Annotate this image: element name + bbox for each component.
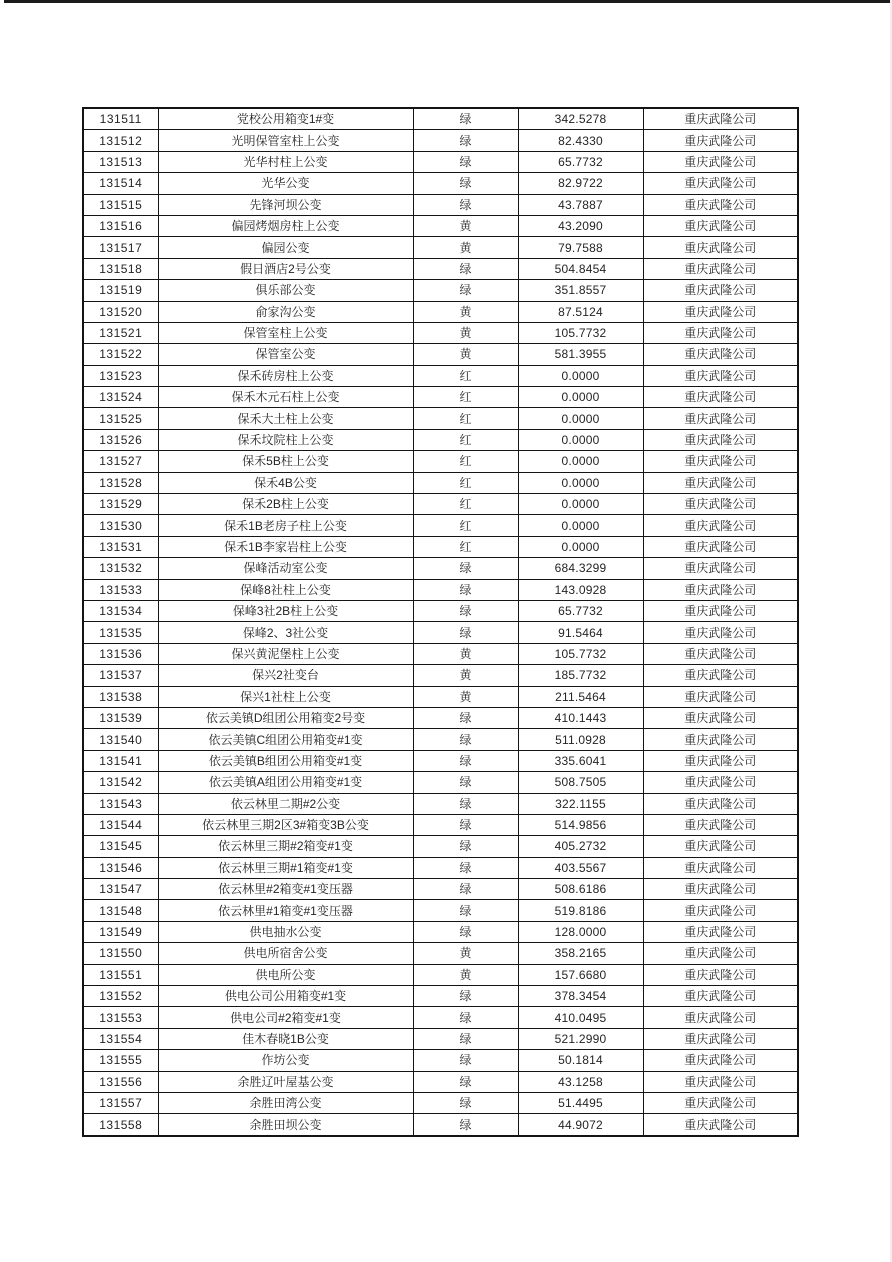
cell-company-name: 重庆武隆公司: [643, 857, 798, 878]
cell-status-flag: 绿: [413, 772, 518, 793]
cell-status-flag: 红: [413, 536, 518, 557]
table-row: [83, 322, 798, 343]
cell-transformer-id: 131527: [83, 451, 158, 472]
cell-status-flag: 黄: [413, 643, 518, 664]
cell-transformer-name: 先锋河坝公变: [158, 194, 413, 215]
cell-transformer-id: 131521: [83, 322, 158, 343]
table-row: [83, 108, 798, 130]
cell-capacity-value: 0.0000: [518, 365, 643, 386]
cell-capacity-value: 0.0000: [518, 472, 643, 493]
cell-status-flag: 黄: [413, 943, 518, 964]
cell-transformer-id: 131522: [83, 344, 158, 365]
table-row: [83, 536, 798, 557]
cell-company-name: 重庆武隆公司: [643, 814, 798, 835]
cell-transformer-id: 131556: [83, 1071, 158, 1092]
cell-status-flag: 黄: [413, 301, 518, 322]
cell-transformer-name: 俞家沟公变: [158, 301, 413, 322]
cell-transformer-id: 131548: [83, 900, 158, 921]
cell-status-flag: 绿: [413, 729, 518, 750]
cell-company-name: 重庆武隆公司: [643, 1007, 798, 1028]
cell-status-flag: 绿: [413, 857, 518, 878]
cell-capacity-value: 405.2732: [518, 836, 643, 857]
cell-company-name: 重庆武隆公司: [643, 429, 798, 450]
cell-transformer-name: 保兴2社变台: [158, 665, 413, 686]
cell-transformer-name: 作坊公变: [158, 1050, 413, 1071]
cell-transformer-id: 131538: [83, 686, 158, 707]
cell-transformer-name: 保禾1B李家岩柱上公变: [158, 536, 413, 557]
cell-capacity-value: 358.2165: [518, 943, 643, 964]
cell-transformer-name: 保禾4B公变: [158, 472, 413, 493]
cell-company-name: 重庆武隆公司: [643, 879, 798, 900]
cell-transformer-id: 131517: [83, 237, 158, 258]
cell-transformer-id: 131528: [83, 472, 158, 493]
table-row: [83, 558, 798, 579]
cell-transformer-id: 131539: [83, 707, 158, 728]
cell-status-flag: 绿: [413, 151, 518, 172]
cell-transformer-name: 偏园烤烟房柱上公变: [158, 215, 413, 236]
cell-transformer-name: 供电公司公用箱变#1变: [158, 986, 413, 1007]
cell-status-flag: 红: [413, 451, 518, 472]
cell-company-name: 重庆武隆公司: [643, 729, 798, 750]
cell-capacity-value: 91.5464: [518, 622, 643, 643]
cell-status-flag: 绿: [413, 108, 518, 130]
cell-company-name: 重庆武隆公司: [643, 622, 798, 643]
cell-transformer-id: 131554: [83, 1028, 158, 1049]
table-row: [83, 515, 798, 536]
cell-company-name: 重庆武隆公司: [643, 964, 798, 985]
cell-status-flag: 黄: [413, 322, 518, 343]
table-row: [83, 280, 798, 301]
cell-capacity-value: 65.7732: [518, 151, 643, 172]
cell-status-flag: 红: [413, 365, 518, 386]
table-row: [83, 921, 798, 942]
cell-transformer-id: 131524: [83, 387, 158, 408]
cell-company-name: 重庆武隆公司: [643, 322, 798, 343]
cell-company-name: 重庆武隆公司: [643, 686, 798, 707]
cell-company-name: 重庆武隆公司: [643, 707, 798, 728]
cell-status-flag: 绿: [413, 558, 518, 579]
table-row: [83, 1092, 798, 1113]
cell-transformer-id: 131515: [83, 194, 158, 215]
cell-transformer-name: 供电公司#2箱变#1变: [158, 1007, 413, 1028]
cell-transformer-name: 余胜辽叶屋基公变: [158, 1071, 413, 1092]
table-row: [83, 750, 798, 771]
cell-transformer-id: 131549: [83, 921, 158, 942]
cell-transformer-name: 供电抽水公变: [158, 921, 413, 942]
table-row: [83, 387, 798, 408]
cell-transformer-name: 光明保管室柱上公变: [158, 130, 413, 151]
cell-status-flag: 绿: [413, 1050, 518, 1071]
cell-status-flag: 绿: [413, 986, 518, 1007]
cell-capacity-value: 581.3955: [518, 344, 643, 365]
table-row: [83, 408, 798, 429]
cell-status-flag: 绿: [413, 1114, 518, 1136]
cell-capacity-value: 0.0000: [518, 429, 643, 450]
cell-capacity-value: 351.8557: [518, 280, 643, 301]
cell-transformer-name: 俱乐部公变: [158, 280, 413, 301]
cell-transformer-name: 佳木春晓1B公变: [158, 1028, 413, 1049]
cell-company-name: 重庆武隆公司: [643, 494, 798, 515]
cell-status-flag: 绿: [413, 1092, 518, 1113]
table-row: [83, 301, 798, 322]
table-row: [83, 258, 798, 279]
cell-status-flag: 绿: [413, 579, 518, 600]
cell-transformer-id: 131547: [83, 879, 158, 900]
table-row: [83, 707, 798, 728]
cell-capacity-value: 0.0000: [518, 494, 643, 515]
cell-capacity-value: 335.6041: [518, 750, 643, 771]
cell-company-name: 重庆武隆公司: [643, 536, 798, 557]
transformer-status-table: [82, 107, 799, 1137]
cell-company-name: 重庆武隆公司: [643, 643, 798, 664]
table-row: [83, 429, 798, 450]
cell-company-name: 重庆武隆公司: [643, 1092, 798, 1113]
cell-company-name: 重庆武隆公司: [643, 921, 798, 942]
cell-company-name: 重庆武隆公司: [643, 215, 798, 236]
cell-status-flag: 黄: [413, 344, 518, 365]
cell-company-name: 重庆武隆公司: [643, 472, 798, 493]
table-row: [83, 472, 798, 493]
table-row: [83, 194, 798, 215]
table-row: [83, 665, 798, 686]
cell-transformer-id: 131558: [83, 1114, 158, 1136]
cell-status-flag: 绿: [413, 921, 518, 942]
cell-status-flag: 绿: [413, 707, 518, 728]
cell-transformer-id: 131523: [83, 365, 158, 386]
cell-status-flag: 红: [413, 494, 518, 515]
cell-transformer-name: 保禾木元石柱上公变: [158, 387, 413, 408]
cell-status-flag: 绿: [413, 280, 518, 301]
cell-status-flag: 绿: [413, 1007, 518, 1028]
cell-company-name: 重庆武隆公司: [643, 900, 798, 921]
table-row: [83, 451, 798, 472]
cell-transformer-name: 保禾1B老房子柱上公变: [158, 515, 413, 536]
cell-transformer-name: 依云美镇C组团公用箱变#1变: [158, 729, 413, 750]
cell-transformer-name: 保管室公变: [158, 344, 413, 365]
table-row: [83, 151, 798, 172]
cell-company-name: 重庆武隆公司: [643, 194, 798, 215]
table-row: [83, 900, 798, 921]
cell-transformer-id: 131525: [83, 408, 158, 429]
cell-transformer-name: 保禾砖房柱上公变: [158, 365, 413, 386]
cell-capacity-value: 87.5124: [518, 301, 643, 322]
cell-capacity-value: 157.6680: [518, 964, 643, 985]
table-row: [83, 793, 798, 814]
cell-transformer-name: 党校公用箱变1#变: [158, 108, 413, 130]
cell-capacity-value: 143.0928: [518, 579, 643, 600]
cell-transformer-name: 光华公变: [158, 173, 413, 194]
cell-company-name: 重庆武隆公司: [643, 451, 798, 472]
cell-company-name: 重庆武隆公司: [643, 793, 798, 814]
cell-transformer-id: 131520: [83, 301, 158, 322]
cell-capacity-value: 0.0000: [518, 408, 643, 429]
cell-transformer-name: 供电所宿舍公变: [158, 943, 413, 964]
cell-company-name: 重庆武隆公司: [643, 258, 798, 279]
cell-capacity-value: 684.3299: [518, 558, 643, 579]
cell-status-flag: 绿: [413, 622, 518, 643]
cell-transformer-id: 131546: [83, 857, 158, 878]
cell-transformer-name: 保禾2B柱上公变: [158, 494, 413, 515]
cell-transformer-id: 131530: [83, 515, 158, 536]
table-row: [83, 215, 798, 236]
table-row: [83, 879, 798, 900]
cell-status-flag: 绿: [413, 1071, 518, 1092]
cell-transformer-name: 光华村柱上公变: [158, 151, 413, 172]
table-row: [83, 237, 798, 258]
cell-transformer-name: 保禾5B柱上公变: [158, 451, 413, 472]
cell-transformer-id: 131543: [83, 793, 158, 814]
cell-capacity-value: 43.7887: [518, 194, 643, 215]
cell-transformer-name: 依云林里二期#2公变: [158, 793, 413, 814]
cell-transformer-name: 依云美镇B组团公用箱变#1变: [158, 750, 413, 771]
table-body: [83, 108, 798, 1136]
table-row: [83, 494, 798, 515]
cell-status-flag: 绿: [413, 173, 518, 194]
cell-transformer-id: 131513: [83, 151, 158, 172]
cell-transformer-id: 131555: [83, 1050, 158, 1071]
cell-company-name: 重庆武隆公司: [643, 600, 798, 621]
cell-transformer-id: 131518: [83, 258, 158, 279]
cell-transformer-id: 131544: [83, 814, 158, 835]
cell-company-name: 重庆武隆公司: [643, 986, 798, 1007]
cell-status-flag: 黄: [413, 686, 518, 707]
table-row: [83, 857, 798, 878]
cell-transformer-name: 依云林里#1箱变#1变压器: [158, 900, 413, 921]
cell-transformer-name: 保禾大土柱上公变: [158, 408, 413, 429]
cell-company-name: 重庆武隆公司: [643, 237, 798, 258]
cell-transformer-name: 保兴黄泥堡柱上公变: [158, 643, 413, 664]
cell-transformer-id: 131550: [83, 943, 158, 964]
cell-company-name: 重庆武隆公司: [643, 1050, 798, 1071]
cell-capacity-value: 128.0000: [518, 921, 643, 942]
table-row: [83, 1071, 798, 1092]
table-row: [83, 643, 798, 664]
table-row: [83, 1050, 798, 1071]
cell-transformer-name: 余胜田坝公变: [158, 1114, 413, 1136]
table-row: [83, 964, 798, 985]
table-row: [83, 1114, 798, 1136]
cell-capacity-value: 514.9856: [518, 814, 643, 835]
table-row: [83, 686, 798, 707]
table-row: [83, 772, 798, 793]
cell-status-flag: 黄: [413, 237, 518, 258]
cell-capacity-value: 82.4330: [518, 130, 643, 151]
cell-transformer-name: 依云美镇A组团公用箱变#1变: [158, 772, 413, 793]
cell-status-flag: 绿: [413, 836, 518, 857]
table-row: [83, 836, 798, 857]
cell-capacity-value: 0.0000: [518, 536, 643, 557]
cell-transformer-id: 131540: [83, 729, 158, 750]
cell-status-flag: 绿: [413, 600, 518, 621]
cell-transformer-id: 131531: [83, 536, 158, 557]
cell-status-flag: 绿: [413, 900, 518, 921]
cell-transformer-id: 131553: [83, 1007, 158, 1028]
cell-company-name: 重庆武隆公司: [643, 1114, 798, 1136]
cell-transformer-name: 依云林里三期#1箱变#1变: [158, 857, 413, 878]
cell-transformer-id: 131535: [83, 622, 158, 643]
cell-capacity-value: 43.2090: [518, 215, 643, 236]
cell-company-name: 重庆武隆公司: [643, 408, 798, 429]
cell-company-name: 重庆武隆公司: [643, 387, 798, 408]
cell-transformer-name: 保峰8社柱上公变: [158, 579, 413, 600]
cell-capacity-value: 504.8454: [518, 258, 643, 279]
cell-capacity-value: 342.5278: [518, 108, 643, 130]
table-row: [83, 1028, 798, 1049]
cell-capacity-value: 378.3454: [518, 986, 643, 1007]
cell-capacity-value: 519.8186: [518, 900, 643, 921]
cell-capacity-value: 322.1155: [518, 793, 643, 814]
cell-status-flag: 红: [413, 408, 518, 429]
cell-transformer-name: 保兴1社柱上公变: [158, 686, 413, 707]
cell-capacity-value: 50.1814: [518, 1050, 643, 1071]
cell-status-flag: 绿: [413, 750, 518, 771]
cell-company-name: 重庆武隆公司: [643, 579, 798, 600]
cell-transformer-name: 余胜田湾公变: [158, 1092, 413, 1113]
table-row: [83, 622, 798, 643]
cell-transformer-id: 131532: [83, 558, 158, 579]
table-row: [83, 986, 798, 1007]
cell-capacity-value: 511.0928: [518, 729, 643, 750]
cell-transformer-name: 保峰2、3社公变: [158, 622, 413, 643]
cell-capacity-value: 43.1258: [518, 1071, 643, 1092]
cell-company-name: 重庆武隆公司: [643, 301, 798, 322]
cell-company-name: 重庆武隆公司: [643, 1071, 798, 1092]
cell-status-flag: 绿: [413, 1028, 518, 1049]
cell-status-flag: 黄: [413, 215, 518, 236]
cell-status-flag: 绿: [413, 879, 518, 900]
cell-capacity-value: 65.7732: [518, 600, 643, 621]
table-row: [83, 130, 798, 151]
cell-transformer-id: 131526: [83, 429, 158, 450]
cell-capacity-value: 410.1443: [518, 707, 643, 728]
table-row: [83, 1007, 798, 1028]
cell-capacity-value: 105.7732: [518, 643, 643, 664]
cell-transformer-name: 依云林里三期#2箱变#1变: [158, 836, 413, 857]
cell-company-name: 重庆武隆公司: [643, 1028, 798, 1049]
cell-company-name: 重庆武隆公司: [643, 130, 798, 151]
cell-status-flag: 绿: [413, 793, 518, 814]
cell-transformer-name: 保管室柱上公变: [158, 322, 413, 343]
cell-transformer-id: 131534: [83, 600, 158, 621]
cell-transformer-id: 131545: [83, 836, 158, 857]
table-row: [83, 943, 798, 964]
table-row: [83, 579, 798, 600]
cell-transformer-name: 依云林里三期2区3#箱变3B公变: [158, 814, 413, 835]
cell-status-flag: 黄: [413, 665, 518, 686]
table-row: [83, 729, 798, 750]
cell-transformer-id: 131529: [83, 494, 158, 515]
cell-company-name: 重庆武隆公司: [643, 665, 798, 686]
cell-company-name: 重庆武隆公司: [643, 836, 798, 857]
cell-transformer-name: 假日酒店2号公变: [158, 258, 413, 279]
cell-status-flag: 绿: [413, 130, 518, 151]
cell-transformer-name: 保峰3社2B柱上公变: [158, 600, 413, 621]
cell-transformer-name: 依云林里#2箱变#1变压器: [158, 879, 413, 900]
cell-capacity-value: 508.6186: [518, 879, 643, 900]
cell-transformer-id: 131519: [83, 280, 158, 301]
cell-capacity-value: 508.7505: [518, 772, 643, 793]
cell-transformer-id: 131511: [83, 108, 158, 130]
table-row: [83, 600, 798, 621]
cell-company-name: 重庆武隆公司: [643, 108, 798, 130]
cell-status-flag: 红: [413, 472, 518, 493]
cell-company-name: 重庆武隆公司: [643, 365, 798, 386]
cell-capacity-value: 0.0000: [518, 515, 643, 536]
cell-transformer-name: 保峰活动室公变: [158, 558, 413, 579]
cell-capacity-value: 51.4495: [518, 1092, 643, 1113]
cell-status-flag: 红: [413, 429, 518, 450]
cell-transformer-id: 131552: [83, 986, 158, 1007]
cell-status-flag: 绿: [413, 258, 518, 279]
cell-company-name: 重庆武隆公司: [643, 344, 798, 365]
cell-capacity-value: 410.0495: [518, 1007, 643, 1028]
cell-transformer-id: 131537: [83, 665, 158, 686]
cell-company-name: 重庆武隆公司: [643, 750, 798, 771]
cell-capacity-value: 403.5567: [518, 857, 643, 878]
cell-transformer-id: 131541: [83, 750, 158, 771]
cell-transformer-name: 依云美镇D组团公用箱变2号变: [158, 707, 413, 728]
cell-capacity-value: 0.0000: [518, 451, 643, 472]
cell-status-flag: 绿: [413, 814, 518, 835]
cell-transformer-id: 131551: [83, 964, 158, 985]
cell-transformer-id: 131516: [83, 215, 158, 236]
cell-capacity-value: 211.5464: [518, 686, 643, 707]
cell-transformer-id: 131542: [83, 772, 158, 793]
cell-capacity-value: 79.7588: [518, 237, 643, 258]
cell-status-flag: 红: [413, 387, 518, 408]
cell-transformer-id: 131536: [83, 643, 158, 664]
cell-company-name: 重庆武隆公司: [643, 173, 798, 194]
cell-company-name: 重庆武隆公司: [643, 280, 798, 301]
cell-status-flag: 绿: [413, 194, 518, 215]
cell-transformer-name: 供电所公变: [158, 964, 413, 985]
cell-transformer-id: 131514: [83, 173, 158, 194]
table-row: [83, 365, 798, 386]
cell-company-name: 重庆武隆公司: [643, 772, 798, 793]
cell-capacity-value: 0.0000: [518, 387, 643, 408]
table-row: [83, 173, 798, 194]
cell-capacity-value: 185.7732: [518, 665, 643, 686]
cell-status-flag: 红: [413, 515, 518, 536]
cell-company-name: 重庆武隆公司: [643, 558, 798, 579]
cell-transformer-id: 131557: [83, 1092, 158, 1113]
cell-transformer-name: 保禾坟院柱上公变: [158, 429, 413, 450]
cell-company-name: 重庆武隆公司: [643, 515, 798, 536]
cell-capacity-value: 44.9072: [518, 1114, 643, 1136]
cell-capacity-value: 105.7732: [518, 322, 643, 343]
cell-capacity-value: 521.2990: [518, 1028, 643, 1049]
table-row: [83, 344, 798, 365]
cell-company-name: 重庆武隆公司: [643, 151, 798, 172]
table-row: [83, 814, 798, 835]
cell-transformer-name: 偏园公变: [158, 237, 413, 258]
cell-status-flag: 黄: [413, 964, 518, 985]
cell-company-name: 重庆武隆公司: [643, 943, 798, 964]
page-top-border: [4, 0, 892, 3]
cell-transformer-id: 131512: [83, 130, 158, 151]
cell-capacity-value: 82.9722: [518, 173, 643, 194]
cell-transformer-id: 131533: [83, 579, 158, 600]
